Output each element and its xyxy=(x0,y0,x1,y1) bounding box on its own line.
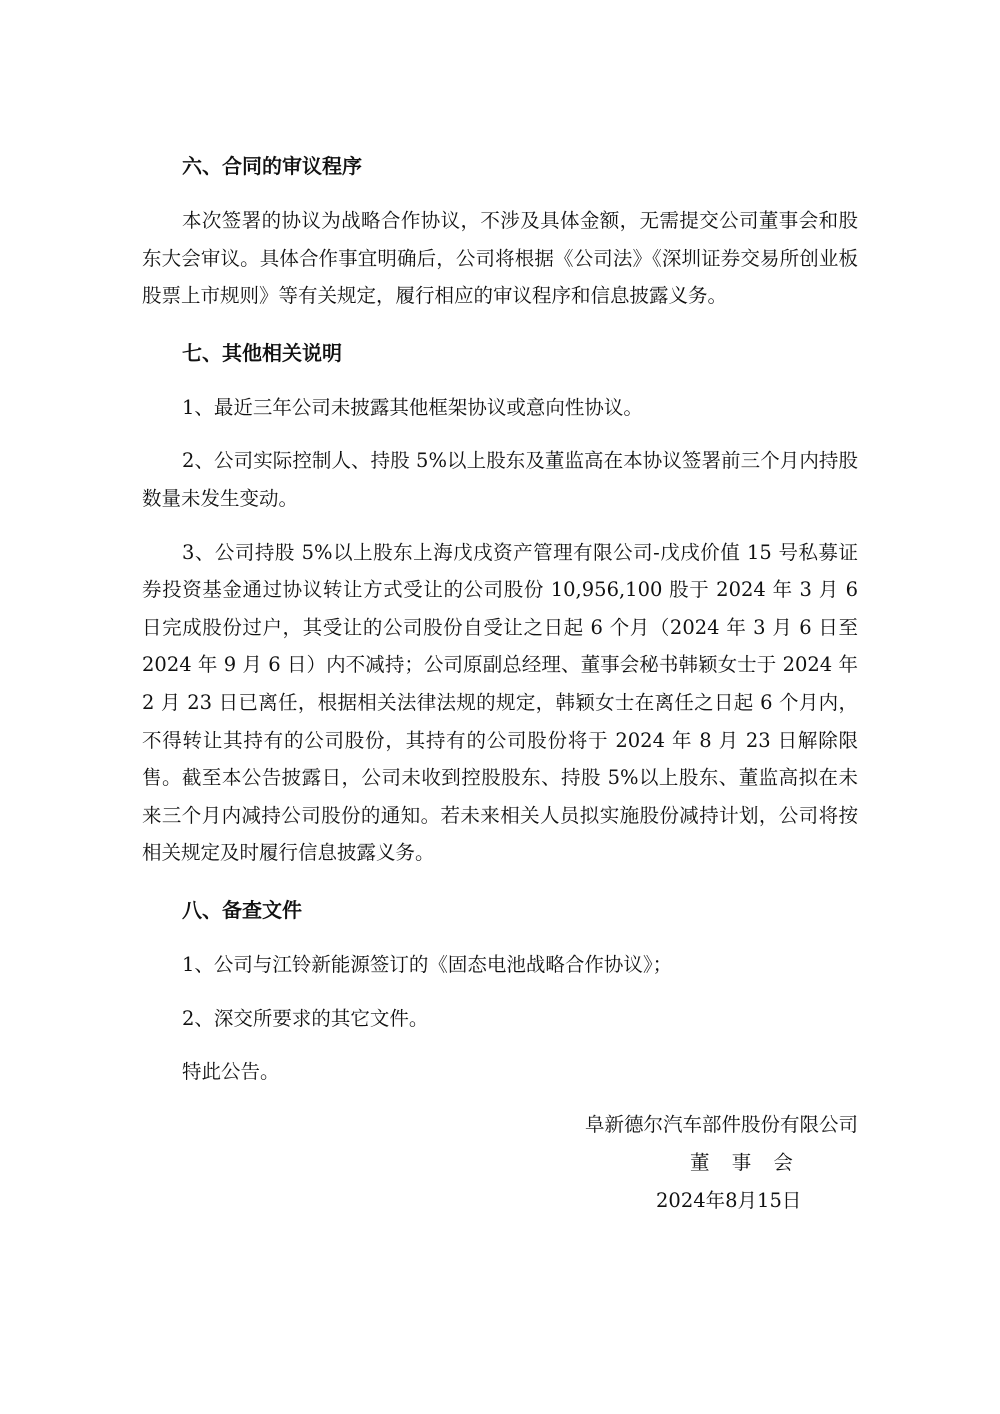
section-eight-item-2: 2、深交所要求的其它文件。 xyxy=(182,1006,429,1030)
signature-date: 2024年8月15日 xyxy=(656,1189,802,1212)
section-seven-item-2: 2、公司实际控制人、持股 5%以上股东及董监高在本协议签署前三个月内持股数量未发生变动。 xyxy=(142,449,858,510)
section-heading-seven: 七、其他相关说明 xyxy=(182,340,342,365)
section-seven-item-1: 1、最近三年公司未披露其他框架协议或意向性协议。 xyxy=(182,395,643,419)
section-heading-six: 六、合同的审议程序 xyxy=(182,154,362,178)
closing-statement: 特此公告。 xyxy=(182,1060,280,1084)
signature-board: 董 事 会 xyxy=(690,1151,801,1174)
section-six-paragraph: 本次签署的协议为战略合作协议，不涉及具体金额，无需提交公司董事会和股东大会审议。具体合作事宜明确后，公司将根据《公司法》《深圳证券交易所创业板股票上市规则》等有关规定，履行相应的审议程序和信息披露义务。 xyxy=(142,209,858,308)
document-body xyxy=(142,146,858,1091)
section-eight-item-1: 1、公司与江铃新能源签订的《固态电池战略合作协议》； xyxy=(182,952,673,976)
signature-company: 阜新德尔汽车部件股份有限公司 xyxy=(584,1113,858,1136)
section-heading-eight: 八、备查文件 xyxy=(182,897,302,922)
section-seven-item-3: 3、公司持股 5%以上股东上海戊戌资产管理有限公司-戊戌价值 15 号私募证券投资基金通过协议转让方式受让的公司股份 10,956,100 股于 2024 年 3 月 6 日完成股份过户，其受让的公司股份自受让之日起 6 个月（2024 年 3 月 6 日至 2024 年 9 月 6 日）内不减持；公司原副总经理、董事会秘书韩颖女士于 2024 年 2 月 23 日已离任，根据相关法律法规的规定，韩颖女士在离任之日起 6 个月内，不得转让其持有的公司股份，其持有的公司股份将于 2024 年 8 月 23 日解除限售。截至本公告披露日，公司未收到控股股东、持股 5%以上股东、董监高拟在未来三个月内减持公司股份的通知。若未来相关人员拟实施股份减持计划，公司将按相关规定及时履行信息披露义务。 xyxy=(142,540,858,865)
signature-block xyxy=(142,1106,858,1220)
